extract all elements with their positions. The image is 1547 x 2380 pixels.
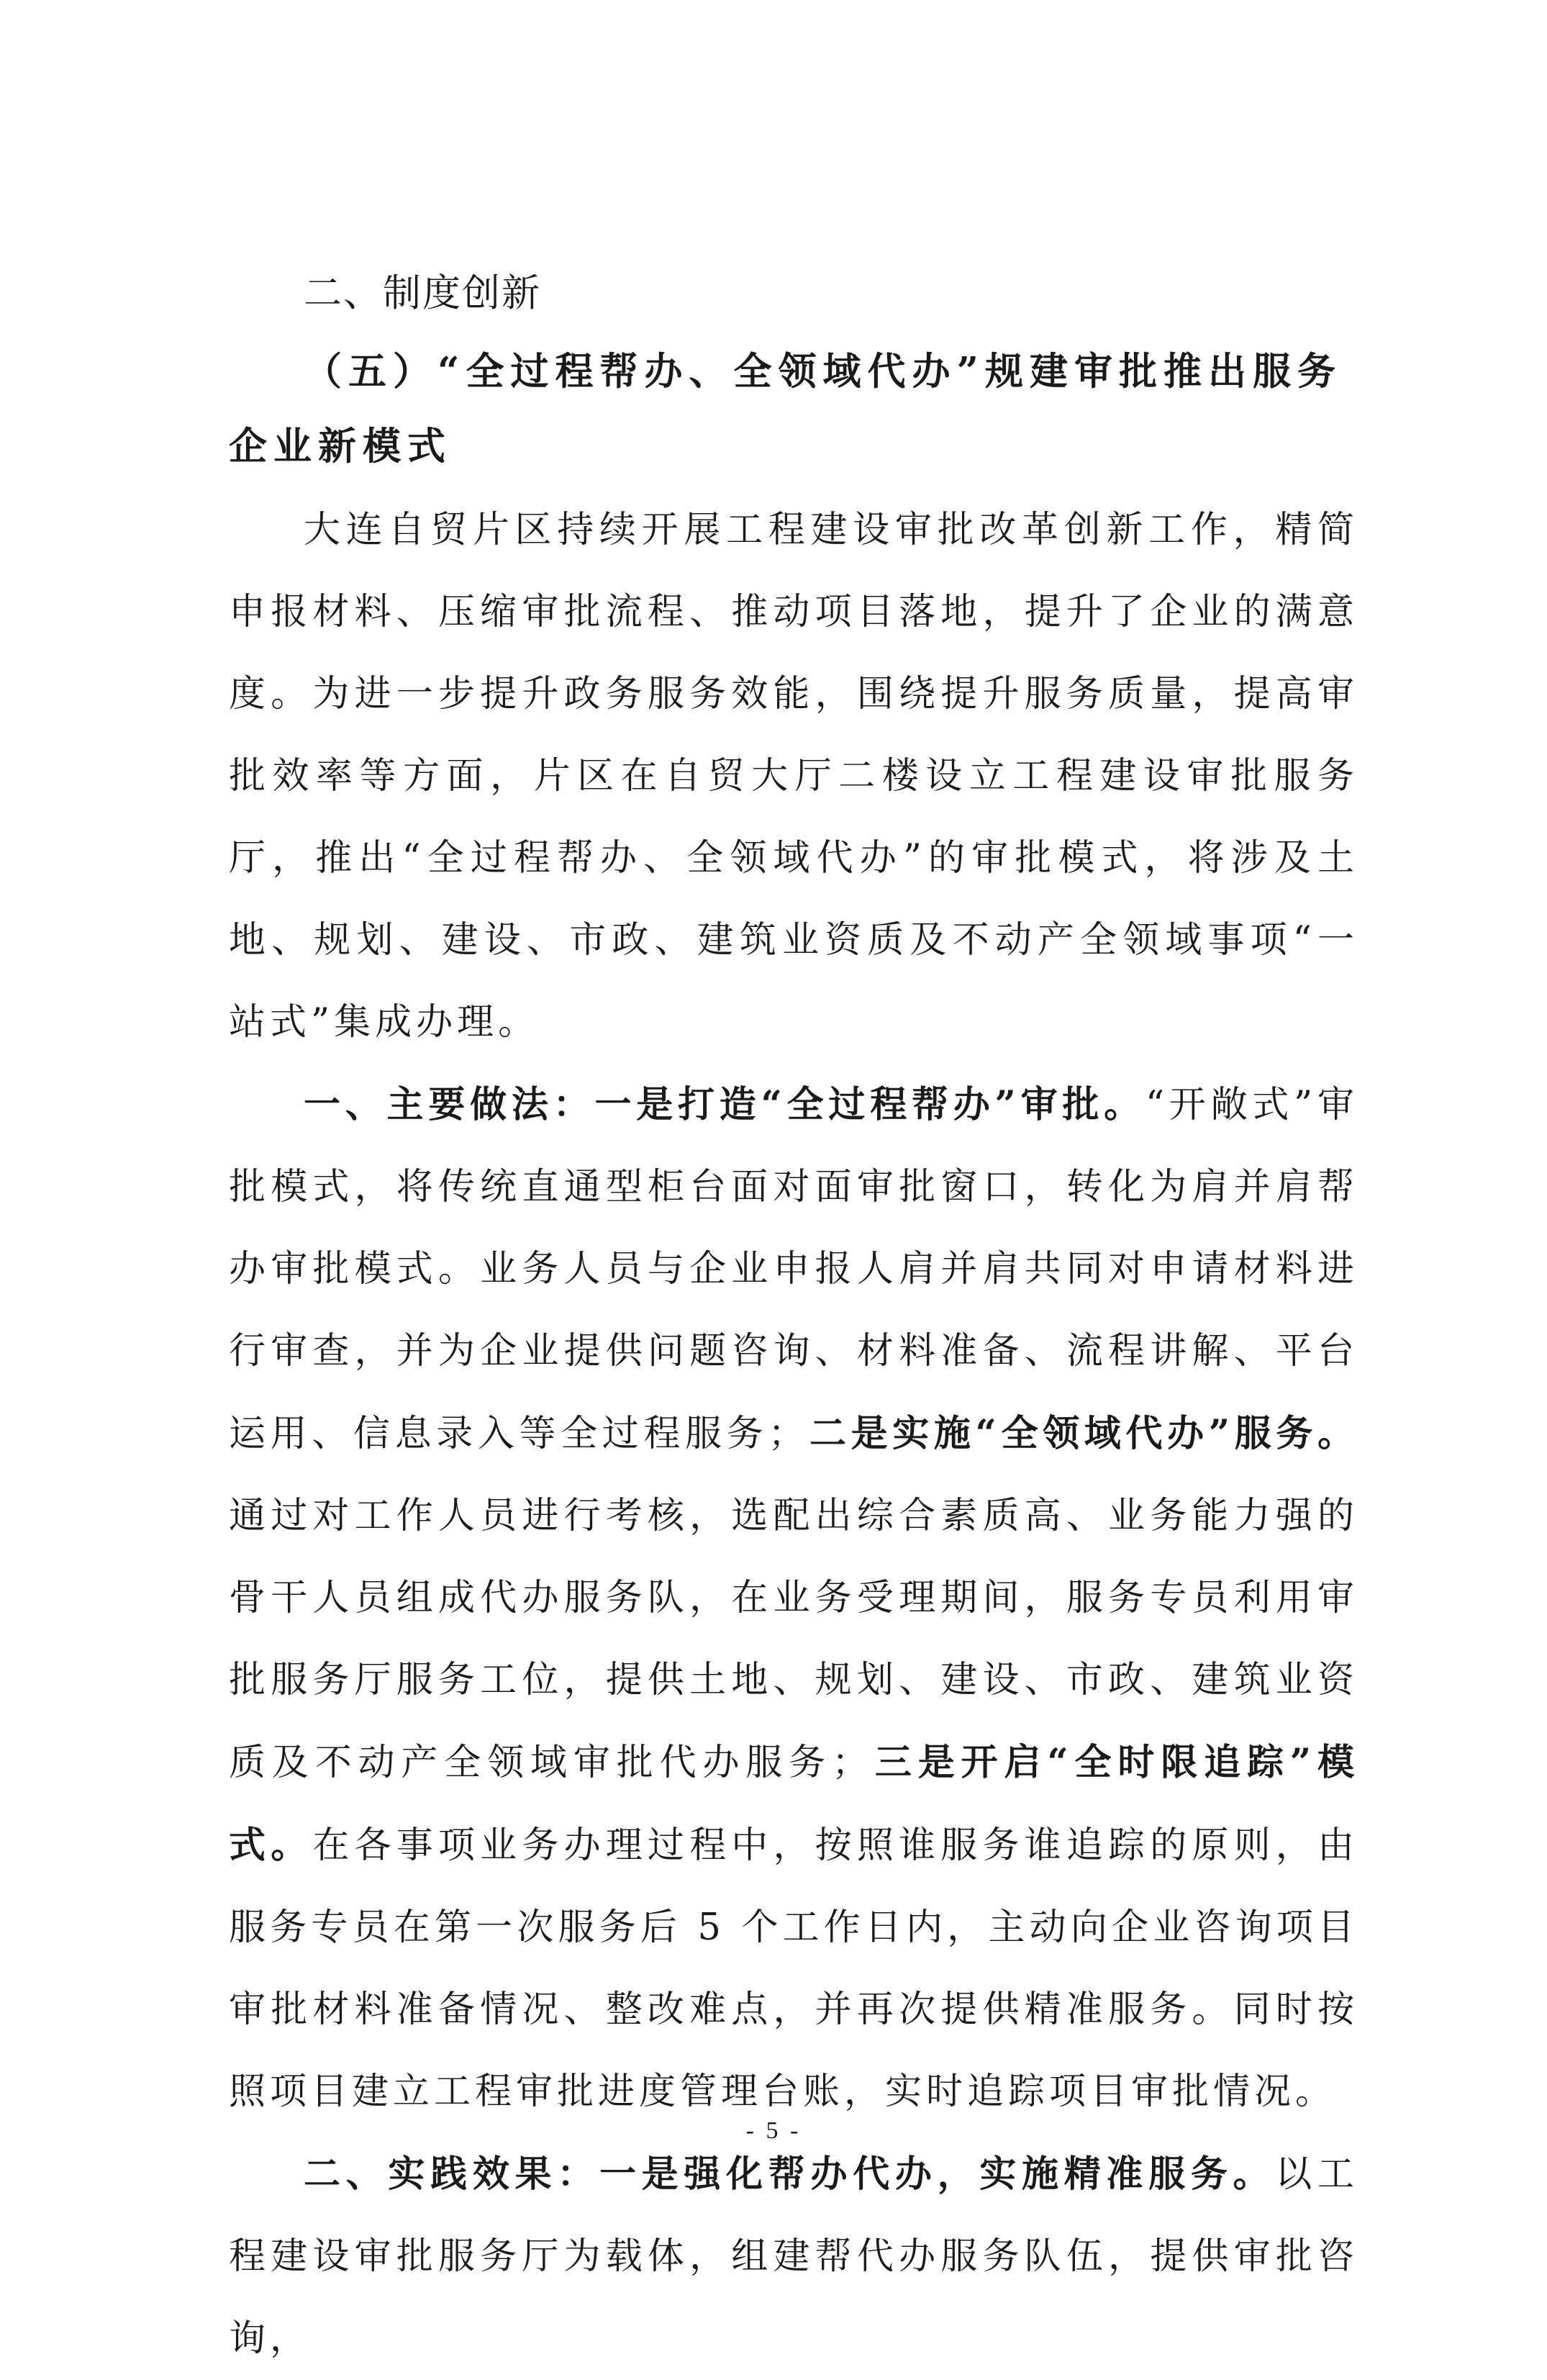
practice-item2-title: 二是实施“全领域代办”服务。 (809, 1412, 1358, 1455)
practice-item3-body: 在各事项业务办理过程中，按照谁服务谁追踪的原则，由服务专员在第一次服务后 5 个工作日内，主动向企业咨询项目审批材料准备情况、整改难点，并再次提供精准服务。同时按照项目建立工程审批进度管理台账，实时追踪项目审批情况。 (229, 1824, 1358, 2113)
intro-paragraph: 大连自贸片区持续开展工程建设审批改革创新工作，精简申报材料、压缩审批流程、推动项目落地，提升了企业的满意度。为进一步提升政务服务效能，围绕提升服务质量，提高审批效率等方面，片区在自贸大厅二楼设立工程建设审批服务厅，推出“全过程帮办、全领域代办”的审批模式，将涉及土地、规划、建设、市政、建筑业资质及不动产全领域事项“一站式”集成办理。 (229, 509, 1358, 1044)
practice-lead: 一、主要做法： (304, 1083, 595, 1126)
effects-item1-body: 以工程建设审批服务厅为载体，组建帮代办服务队伍，提供审批咨询， (229, 2153, 1358, 2360)
practice-paragraph (229, 1064, 1358, 2133)
practice-item1-title: 一是打造“全过程帮办”审批。 (594, 1083, 1145, 1126)
effects-lead: 二、实践效果： (304, 2153, 599, 2196)
document-page (229, 259, 1358, 2380)
practice-item1-body: “开敞式”审批模式，将传统直通型柜台面对面审批窗口，转化为肩并肩帮办审批模式。业务人员与企业申报人肩并肩共同对申请材料进行审查，并为企业提供问题咨询、材料准备、流程讲解、平台运用、信息录入等全过程服务； (229, 1084, 1358, 1455)
practice-item3-title: 三是开启“全时限追踪”模式。 (229, 1741, 1359, 1867)
section-heading: 二、制度创新 (304, 271, 541, 315)
page-number: - 5 - (745, 2117, 802, 2144)
effects-item1-title: 一是强化帮办代办，实施精准服务。 (599, 2153, 1276, 2196)
practice-item2-body: 通过对工作人员进行考核，选配出综合素质高、业务能力强的骨干人员组成代办服务队，在业务受理期间，服务专员利用审批服务厅服务工位，提供土地、规划、建设、市政、建筑业资质及不动产全领域审批代办服务； (229, 1495, 1358, 1784)
effects-paragraph (229, 2133, 1358, 2380)
subsection-title: （五）“全过程帮办、全领域代办”规建审批推出服务企业新模式 (229, 349, 1342, 469)
